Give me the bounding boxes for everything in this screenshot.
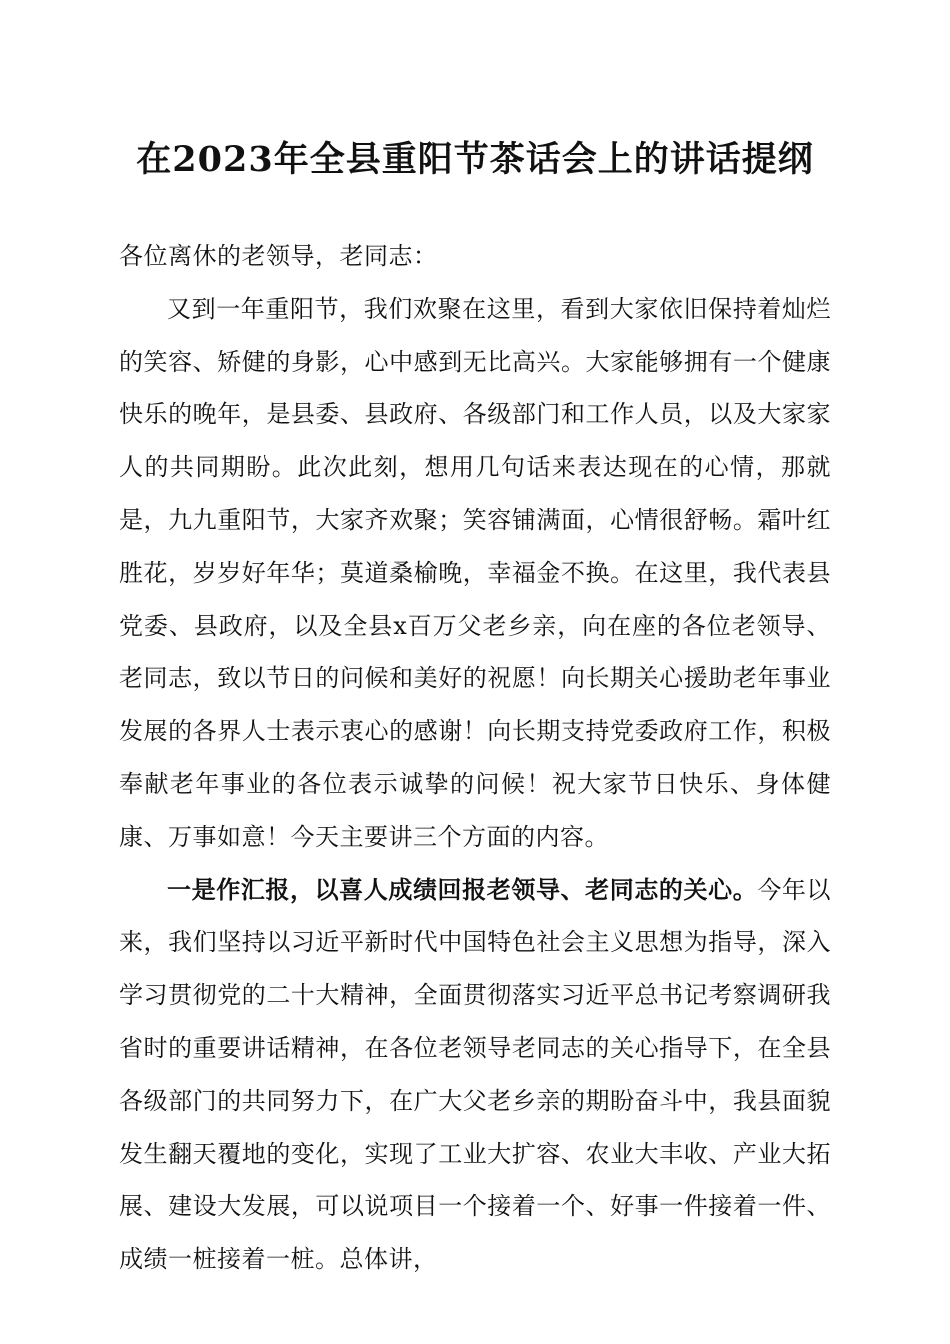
greeting-line: 各位离休的老领导，老同志：	[119, 242, 438, 270]
document-body	[119, 230, 831, 1286]
paragraph-lead-sentence: 一是作汇报，以喜人成绩回报老领导、老同志的关心。	[167, 874, 758, 904]
paragraph-opening: 又到一年重阳节，我们欢聚在这里，看到大家依旧保持着灿烂的笑容、矫健的身影，心中感到无比高兴。大家能够拥有一个健康快乐的晚年，是县委、县政府、各级部门和工作人员，以及大家家人的共同期盼。此次此刻，想用几句话来表达现在的心情，那就是，九九重阳节，大家齐欢聚；笑容铺满面，心情很舒畅。霜叶红胜花，岁岁好年华；莫道桑榆晚，幸福金不换。在这里，我代表县党委、县政府，以及全县x百万父老乡亲，向在座的各位老领导、老同志，致以节日的问候和美好的祝愿！向长期关心援助老年事业发展的各界人士表示衷心的感谢！向长期支持党委政府工作，积极奉献老年事业的各位表示诚挚的问候！祝大家节日快乐、身体健康、万事如意！今天主要讲三个方面的内容。	[119, 294, 831, 851]
paragraph-report-body: 今年以来，我们坚持以习近平新时代中国特色社会主义思想为指导，深入学习贯彻党的二十大精神，全面贯彻落实习近平总书记考察调研我省时的重要讲话精神，在各位老领导老同志的关心指导下，在全县各级部门的共同努力下，在广大父老乡亲的期盼奋斗中，我县面貌发生翻天覆地的变化，实现了工业大扩容、农业大丰收、产业大拓展、建设大发展，可以说项目一个接着一个、好事一件接着一件、成绩一桩接着一桩。总体讲，	[119, 875, 832, 1274]
document-title: 在2023年全县重阳节茶话会上的讲话提纲	[136, 139, 814, 180]
paragraph-report	[119, 864, 831, 1286]
